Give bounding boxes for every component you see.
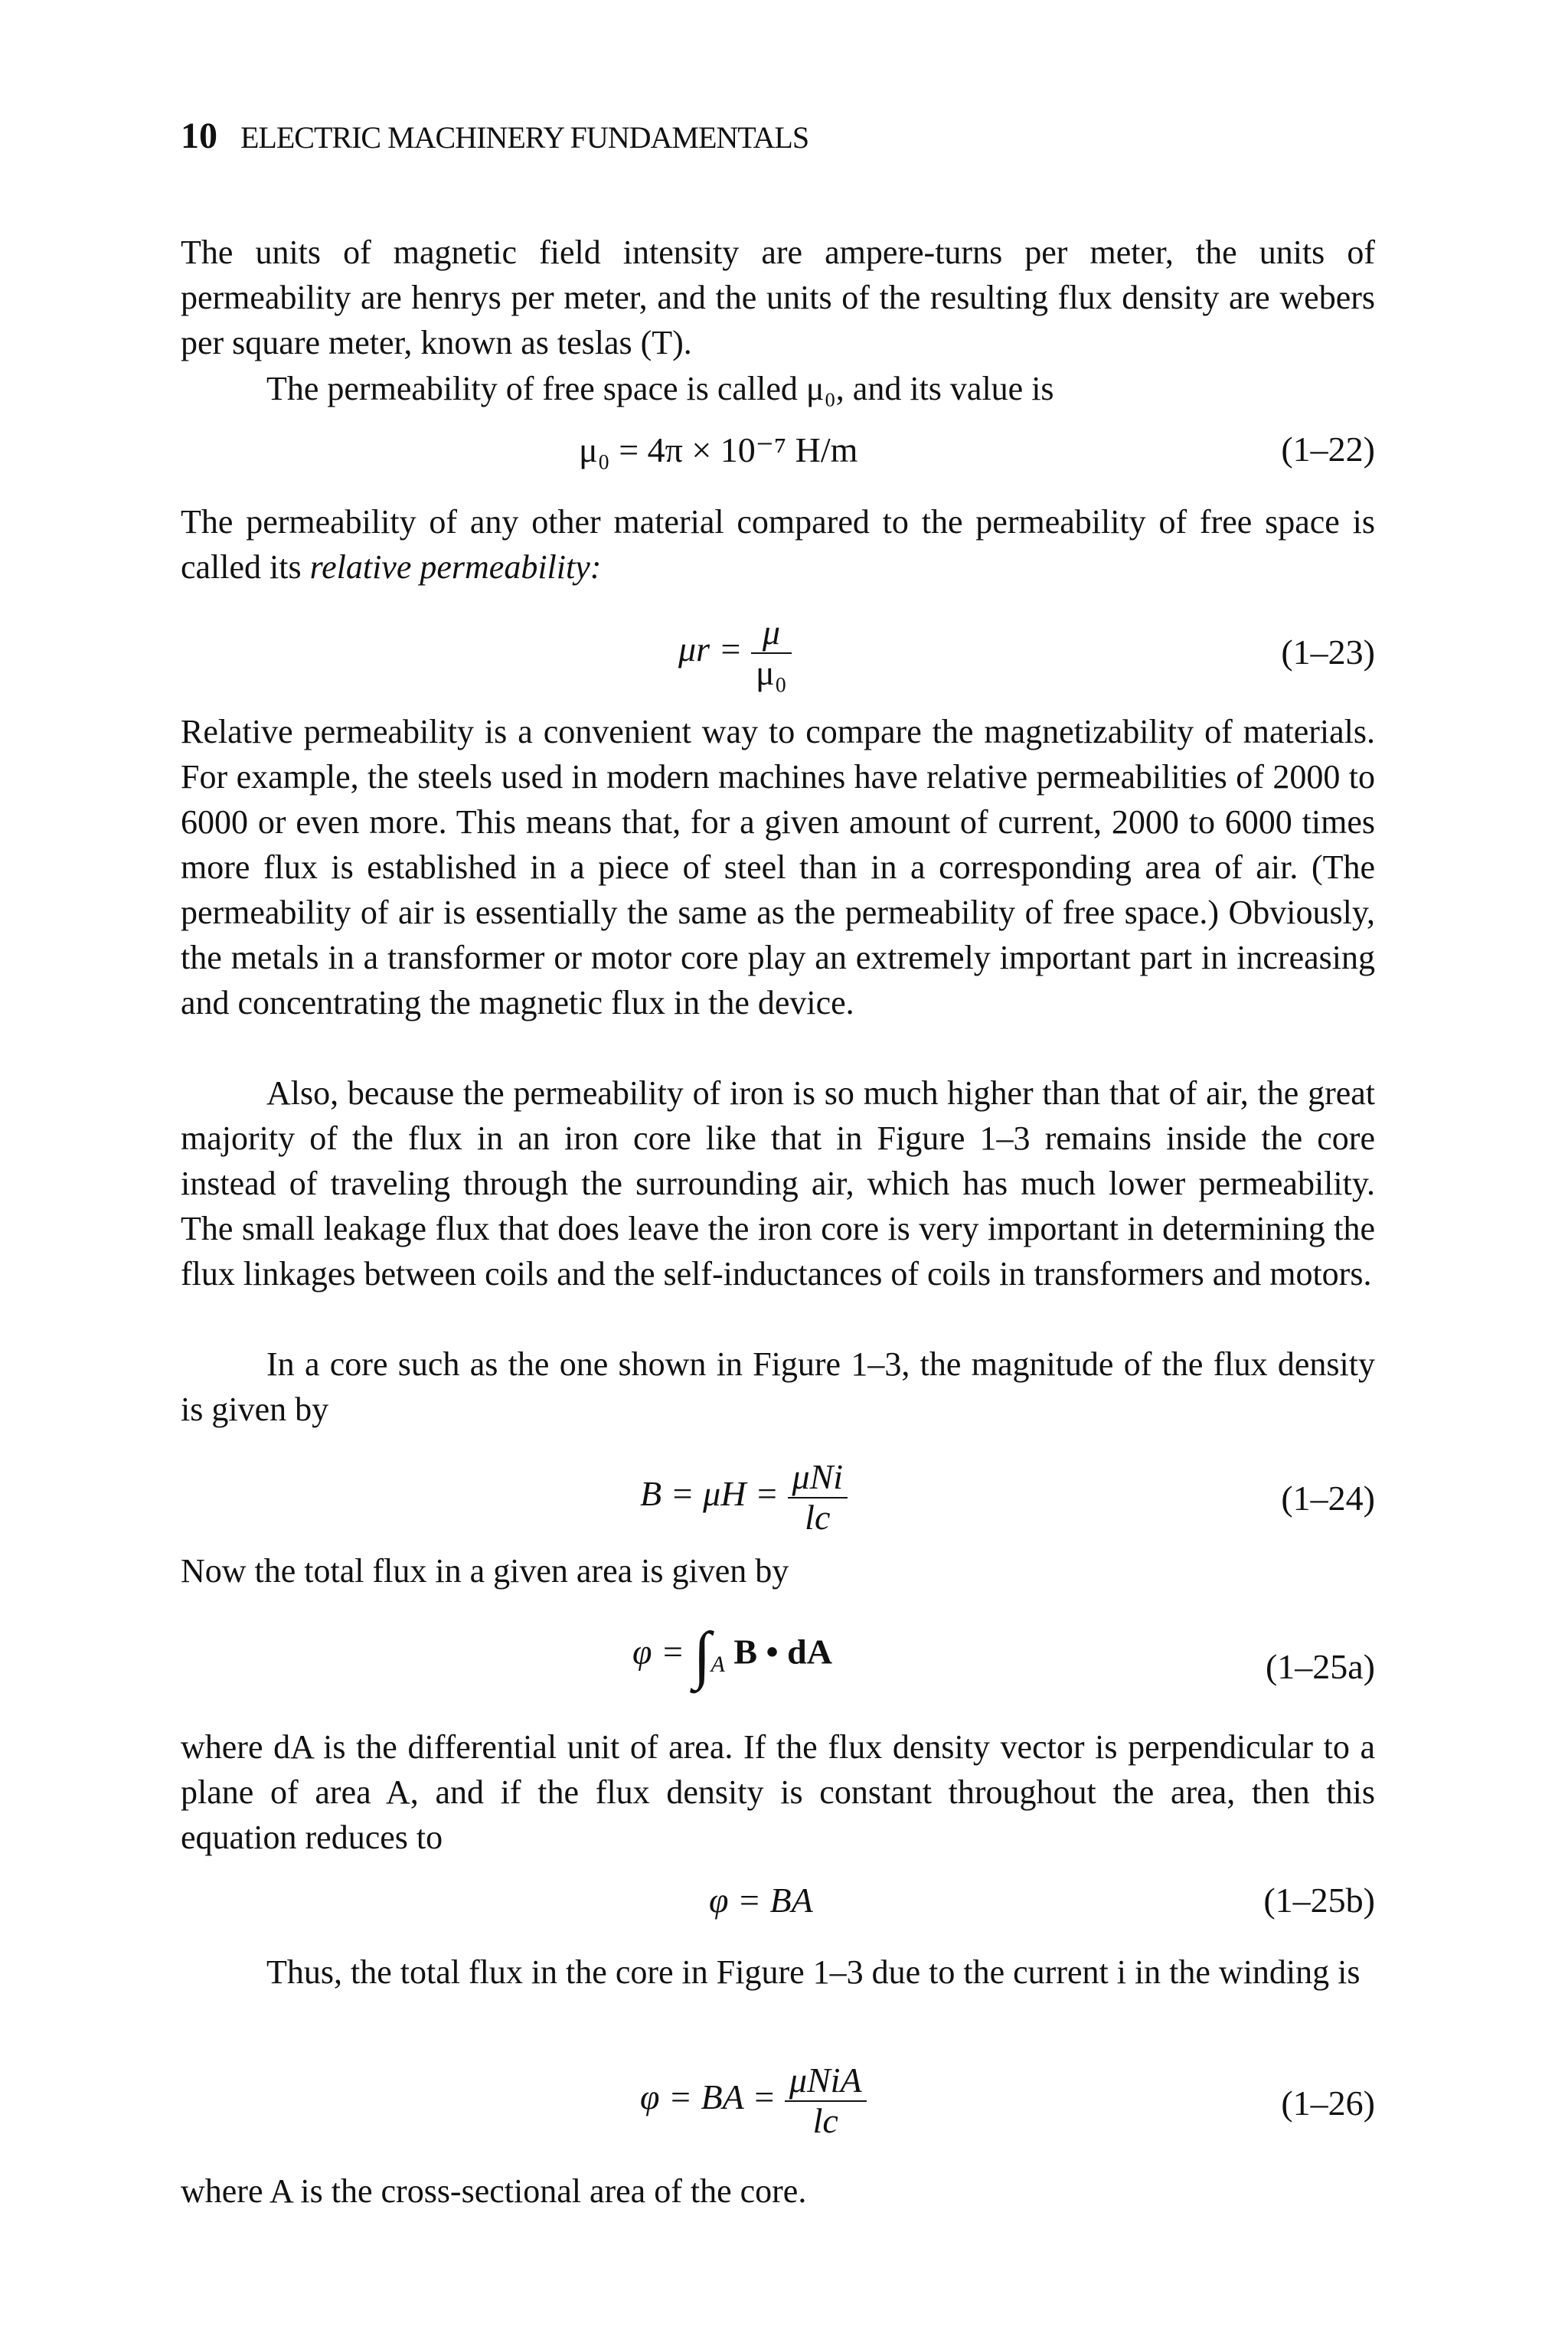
paragraph-8: where dA is the differential unit of area. If the flux density vector is perpendicular to a plane of area A, and if the flux density is constant throughout the area, then this equation reduces to — [181, 1728, 1375, 1856]
paragraph-9: Thus, the total flux in the core in Figure 1–3 due to the current i in the winding is — [266, 1953, 1361, 1991]
paragraph-3: The permeability of any other material compared to the permeability of free space is called its relative permeability: — [181, 503, 1375, 586]
fraction: $\frac{\text{μNiA}}{lc}$ — [785, 2061, 867, 2140]
running-header — [181, 115, 808, 157]
fraction: $\frac{\text{μNi}}{lc}$ — [788, 1458, 848, 1537]
paragraph-1: The units of magnetic field intensity are ampere-turns per meter, the units of permeability are henrys per meter, and the units of the resulting flux density are webers per square meter, known as teslas (T). — [181, 234, 1375, 361]
paragraph-2: The permeability of free space is called μ₀, and its value is — [266, 370, 1054, 407]
running-title: ELECTRIC MACHINERY FUNDAMENTALS — [240, 120, 809, 155]
paragraph-6: In a core such as the one shown in Figure 1–3, the magnitude of the flux density is given by — [181, 1345, 1375, 1428]
page-number: 10 — [181, 116, 217, 156]
paragraph-10: where A is the cross-sectional area of the core. — [181, 2172, 807, 2210]
paragraph-7: Now the total flux in a given area is given by — [181, 1552, 789, 1590]
fraction: $\frac{\mu}{\text{μ₀}}$ — [751, 613, 792, 692]
paragraph-4: Relative permeability is a convenient way to compare the magnetizability of materials. For example, the steels used in modern machines have relative permeabilities of 2000 to 6000 or even more. This means that, for a given amount of current, 2000 to 6000 times more flux is established in a piece of steel than in a corresponding area of air. (The permeability of air is essentially the same as the permeability of free space.) Obviously, the metals in a transformer or motor core play an extremely important part in increasing and concentrating the magnetic flux in the device. — [181, 713, 1375, 1021]
integral-sign: ∫ — [693, 1619, 711, 1691]
page: 10 ELECTRIC MACHINERY FUNDAMENTALS The units of magnetic field intensity are ampere-turns per meter, the units of permeability are henrys per meter, and the units of the resulting flux density are webers per square meter, known as teslas (T). The permeability of free space is called μ₀, and its value is μ₀ = 4π × 10⁻⁷ H/m (1–22) The permeability of any other material compared to the permeability of free space is called its relative permeability: μr = $\frac{\mu}{\text{μ₀}}$ (1–23) Relative permeability is a convenient way to compare the magnetizability of materials. For example, the steels used in modern machines have relative permeabilities of 2000 to 6000 or even more. This means that, for a given amount of current, 2000 to 6000 times more flux is established in a piece of steel than in a corresponding area of air. (The permeability of air is essentially the same as the permeability of free space.) Obviously, the metals in a transformer or motor core play an extremely important part in increasing and concentrating the magnetic flux in the device. Also, because the permeability of iron is so much higher than that of air, the great majority of the flux in an iron core like that in Figure 1–3 remains inside the core instead of traveling through the surrounding air, which has much lower permeability. The small leakage flux that does leave the iron core is very important in determining the flux linkages between coils and the self-inductances of coils in transformers and motors. In a core such as the one shown in Figure 1–3, the magnitude of the flux density is given by B = μH = $\frac{\text{μNi}}{lc}$ (1–24) Now the total flux in a given area is given by $\varphi = \int_A$ B • dA (1–25a) where dA is the differential unit of area. If the flux density vector is perpendicular to a plane of area A, and if the flux density is constant throughout the area, then this equation reduces to φ = BA (1–25b) Thus, the total flux in the core in Figure 1–3 due to the current i in the winding is φ = BA = $\frac{\text{μNiA}}{lc}$ (1–26) where A is the cross-sectional area of the core. — [0, 0, 1568, 2327]
paragraph-5: Also, because the permeability of iron is so much higher than that of air, the great majority of the flux in an iron core like that in Figure 1–3 remains inside the core instead of traveling through the surrounding air, which has much lower permeability. The small leakage flux that does leave the iron core is very important in determining the flux linkages between coils and the self-inductances of coils in transformers and motors. — [181, 1074, 1375, 1293]
